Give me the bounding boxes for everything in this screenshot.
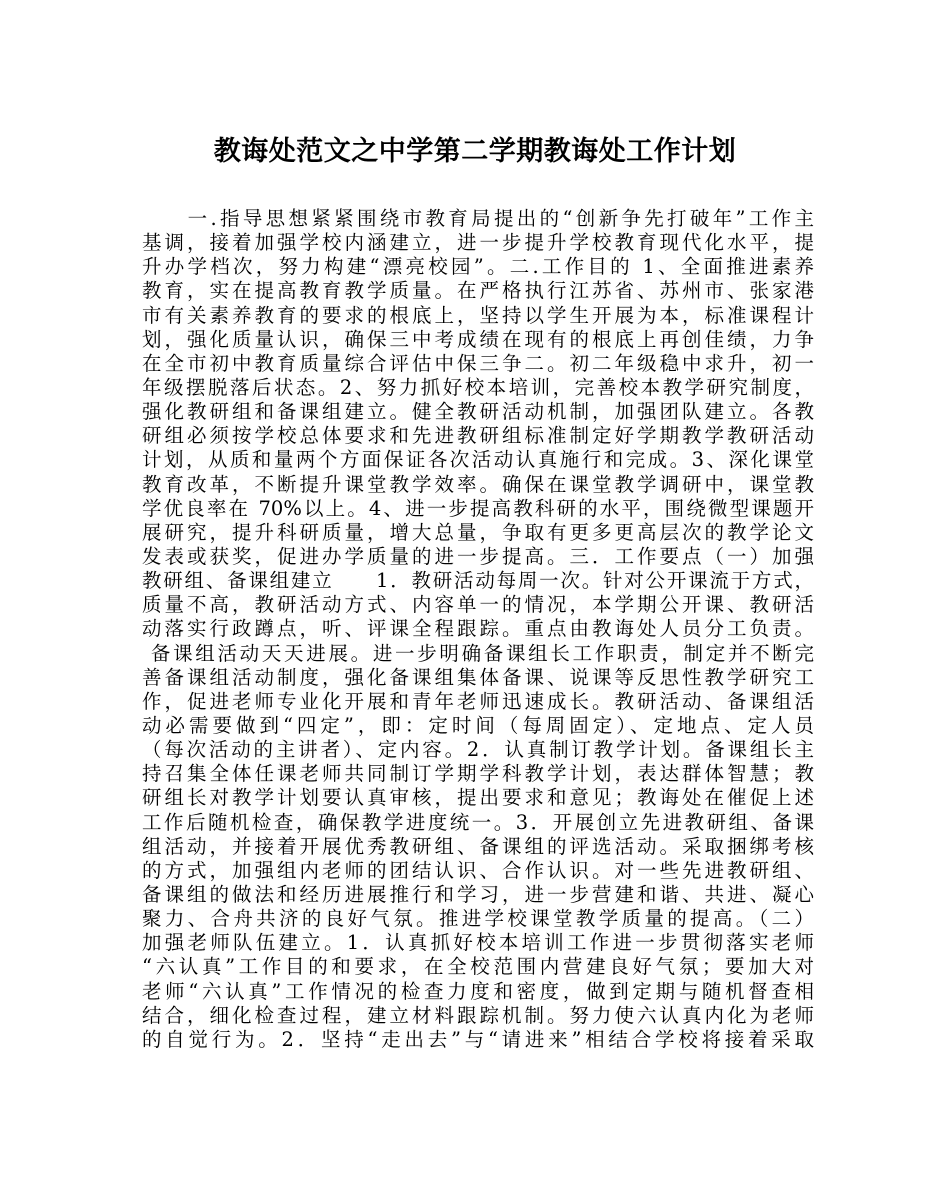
body-line: 教研组、备课组建立 1．教研活动每周一次。针对公开课流于方式， bbox=[142, 569, 814, 593]
body-line: 在全市初中教育质量综合评估中保三争二。初二年级稳中求升，初一 bbox=[142, 351, 814, 375]
body-line: 研组必须按学校总体要求和先进教研组标准制定好学期教学教研活动 bbox=[142, 424, 814, 448]
body-line: 市有关素养教育的要求的根底上，坚持以学生开展为本，标准课程计 bbox=[142, 303, 814, 327]
body-line: 动落实行政蹲点，听、评课全程跟踪。重点由教诲处人员分工负责。 bbox=[142, 617, 814, 641]
body-line: 质量不高，教研活动方式、内容单一的情况，本学期公开课、教研活 bbox=[142, 593, 814, 617]
body-line: 年级摆脱落后状态。2、努力抓好校本培训，完善校本教学研究制度， bbox=[142, 375, 814, 399]
body-line: 结合，细化检查过程，建立材料跟踪机制。努力使六认真内化为老师 bbox=[142, 1003, 814, 1027]
body-line: 研组长对教学计划要认真审核，提出要求和意见；教诲处在催促上述 bbox=[142, 786, 814, 810]
body-line: 基调，接着加强学校内涵建立，进一步提升学校教育现代化水平，提 bbox=[142, 231, 814, 255]
body-line: （每次活动的主讲者）、定内容。2．认真制订教学计划。备课组长主 bbox=[142, 738, 814, 762]
body-line: 加强老师队伍建立。1．认真抓好校本培训工作进一步贯彻落实老师 bbox=[142, 931, 814, 955]
body-line: 组活动，并接着开展优秀教研组、备课组的评选活动。采取捆绑考核 bbox=[142, 834, 814, 858]
body-line: “六认真”工作目的和要求，在全校范围内营建良好气氛；要加大对 bbox=[142, 955, 814, 979]
document-title: 教诲处范文之中学第二学期教诲处工作计划 bbox=[213, 136, 737, 167]
body-line: 持召集全体任课老师共同制订学期学科教学计划，表达群体智慧；教 bbox=[142, 762, 814, 786]
body-line: 一.指导思想紧紧围绕市教育局提出的“创新争先打破年”工作主 bbox=[142, 207, 814, 230]
body-line: 计划，从质和量两个方面保证各次活动认真施行和完成。3、深化课堂 bbox=[142, 448, 814, 472]
body-line: 展研究，提升科研质量，增大总量，争取有更多更高层次的教学论文 bbox=[142, 520, 814, 544]
body-line: 强化教研组和备课组建立。健全教研活动机制，加强团队建立。各教 bbox=[142, 400, 814, 424]
body-line: 学优良率在 70%以上。4、进一步提高教科研的水平，围绕微型课题开 bbox=[142, 496, 814, 520]
body-line: 的方式，加强组内老师的团结认识、合作认识。对一些先进教研组、 bbox=[142, 858, 814, 882]
body-line: 划，强化质量认识，确保三中考成绩在现有的根底上再创佳绩，力争 bbox=[142, 327, 814, 351]
body-line: 的自觉行为。2．坚持“走出去”与“请进来”相结合学校将接着采取 bbox=[142, 1027, 814, 1051]
body-line: 备课组的做法和经历进展推行和学习，进一步营建和谐、共进、凝心 bbox=[142, 882, 814, 906]
body-line: 善备课组活动制度，强化备课组集体备课、说课等反思性教学研究工 bbox=[142, 665, 814, 689]
body-line: 教育，实在提高教育教学质量。在严格执行江苏省、苏州市、张家港 bbox=[142, 279, 814, 303]
body-line: 教育改革，不断提升课堂教学效率。确保在课堂教学调研中，课堂教 bbox=[142, 472, 814, 496]
body-line: 发表或获奖，促进办学质量的进一步提高。三．工作要点（一）加强 bbox=[142, 544, 814, 568]
body-line: 老师“六认真”工作情况的检查力度和密度，做到定期与随机督查相 bbox=[142, 979, 814, 1003]
body-line: 升办学档次，努力构建“漂亮校园”。二.工作目的 1、全面推进素养 bbox=[142, 255, 814, 279]
body-line: 聚力、合舟共济的良好气氛。推进学校课堂教学质量的提高。（二） bbox=[142, 907, 814, 931]
body-line: 备课组活动天天进展。进一步明确备课组长工作职责，制定并不断完 bbox=[142, 641, 814, 665]
document-body bbox=[142, 207, 814, 1052]
body-line: 动必需要做到“四定”，即：定时间（每周固定）、定地点、定人员 bbox=[142, 713, 814, 737]
body-line: 工作后随机检查，确保教学进度统一。3．开展创立先进教研组、备课 bbox=[142, 810, 814, 834]
body-line: 作，促进老师专业化开展和青年老师迅速成长。教研活动、备课组活 bbox=[142, 689, 814, 713]
